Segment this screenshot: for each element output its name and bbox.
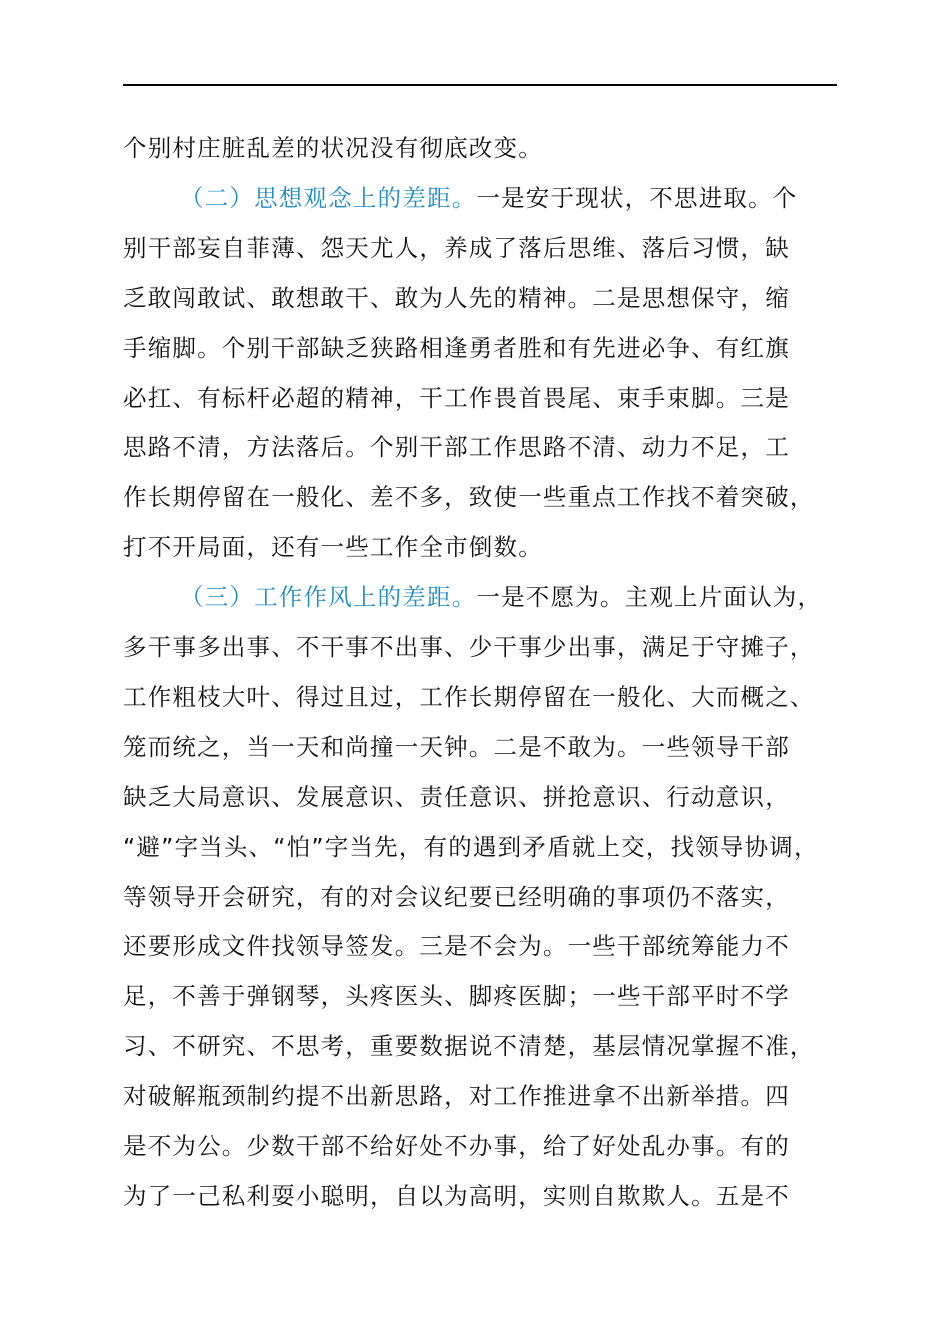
text-line [123,1071,790,1121]
line-text: 习、不研究、不思考，重要数据说不清楚，基层情况掌握不准， [123,1032,815,1061]
text-line [180,572,822,622]
text-line [123,921,790,971]
text-line [123,872,790,922]
line-text: 思路不清，方法落后。个别干部工作思路不清、动力不足，工 [123,433,790,462]
line-text: 是不为公。少数干部不给好处不办事，给了好处乱办事。有的 [123,1132,790,1160]
line-text: 对破解瓶颈制约提不出新思路，对工作推进拿不出新举措。四 [123,1082,790,1111]
text-line [123,971,790,1021]
line-text: 足，不善于弹钢琴，头疼医头、脚疼医脚；一些干部平时不学 [123,982,790,1011]
line-text: 乏敢闯敢试、敢想敢干、敢为人先的精神。二是思想保守，缩 [123,283,790,312]
line-text: 一是安于现状，不思进取。个 [476,183,798,212]
line-text: 必扛、有标杆必超的精神，干工作畏首畏尾、束手束脚。三是 [123,383,790,412]
line-text: 工作粗枝大叶、得过且过，工作长期停留在一般化、大而概之、 [123,682,815,711]
line-text: 还要形成文件找领导签发。三是不会为。一些干部统筹能力不 [123,932,790,961]
line-text: 一是不愿为。主观上片面认为， [476,583,823,612]
text-line [123,123,543,173]
text-line [123,772,790,822]
text-line [123,273,790,323]
text-line [123,722,790,772]
line-text: 笼而统之，当一天和尚撞一天钟。二是不敢为。一些领导干部 [123,732,790,761]
line-text: 作长期停留在一般化、差不多，致使一些重点工作找不着突破， [123,483,815,512]
text-line [123,472,815,522]
text-line [123,822,819,872]
text-line [123,422,790,472]
section-heading: （二）思想观念上的差距。 [180,183,477,212]
line-text: 别干部妄自菲薄、怨天尤人，养成了落后思维、落后习惯，缺 [123,233,790,262]
text-line [123,672,815,722]
text-line [123,373,790,423]
text-line [123,622,815,672]
text-line [123,522,543,572]
text-line [123,1021,815,1071]
header-rule [123,84,837,86]
text-line [180,173,798,223]
line-text: 手缩脚。个别干部缺乏狭路相逢勇者胜和有先进必争、有红旗 [123,333,790,362]
line-text: 缺乏大局意识、发展意识、责任意识、拼抢意识、行动意识， [123,782,790,811]
text-line [123,1121,790,1171]
text-line [123,223,790,273]
line-text: 多干事多出事、不干事不出事、少干事少出事，满足于守摊子， [123,633,815,661]
line-text: 打不开局面，还有一些工作全市倒数。 [123,533,543,562]
line-text: 为了一己私利耍小聪明，自以为高明，实则自欺欺人。五是不 [123,1181,790,1210]
section-heading: （三）工作作风上的差距。 [180,583,477,612]
text-line [123,323,790,373]
line-text: “避”字当头、“怕”字当先，有的遇到矛盾就上交，找领导协调， [123,832,819,861]
line-text: 等领导开会研究，有的对会议纪要已经明确的事项仍不落实， [123,882,790,911]
line-text: 个别村庄脏乱差的状况没有彻底改变。 [123,134,543,162]
text-line [123,1171,790,1221]
